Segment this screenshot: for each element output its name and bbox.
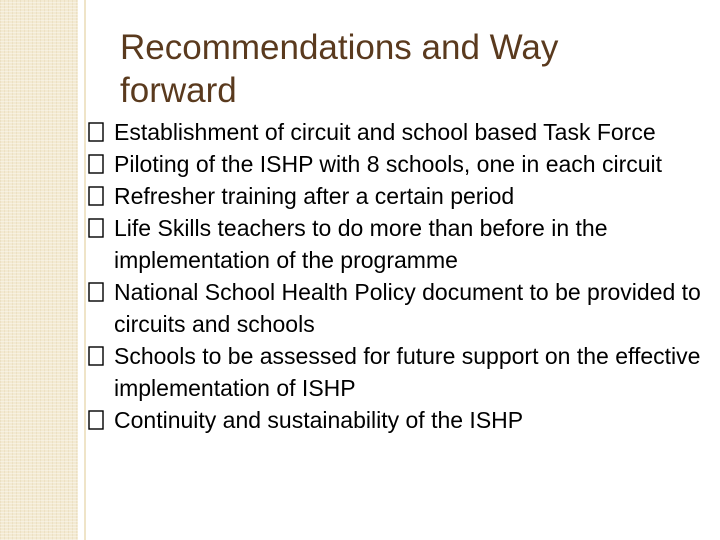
missing-glyph-box-icon [82, 116, 110, 148]
bullet-item [114, 148, 704, 180]
bullet-text: Piloting of the ISHP with 8 schools, one in each circuit [114, 151, 663, 177]
missing-glyph-box-icon [82, 340, 110, 372]
decorative-side-band [0, 0, 78, 540]
bullet-text: Establishment of circuit and school based Task Force [114, 119, 656, 145]
slide-title: Recommendations and Way forward [120, 28, 559, 110]
bullet-item [114, 180, 704, 212]
bullet-item [114, 340, 704, 404]
bullet-text: Schools to be assessed for future support on the effective implementation of ISHP [114, 343, 701, 401]
bullet-list [114, 116, 704, 436]
bullet-text: Refresher training after a certain period [114, 183, 515, 209]
bullet-text: Life Skills teachers to do more than before in the implementation of the programme [114, 215, 608, 273]
bullet-item [114, 404, 704, 436]
bullet-item [114, 276, 704, 340]
bullet-item [114, 212, 704, 276]
decorative-band-line [84, 0, 86, 540]
missing-glyph-box-icon [82, 148, 110, 180]
missing-glyph-box-icon [82, 276, 110, 308]
bullet-text: National School Health Policy document to be provided to circuits and schools [114, 279, 701, 337]
bullet-text: Continuity and sustainability of the ISHP [114, 407, 524, 433]
missing-glyph-box-icon [82, 180, 110, 212]
missing-glyph-box-icon [82, 212, 110, 244]
bullet-item [114, 116, 704, 148]
missing-glyph-box-icon [82, 404, 110, 436]
